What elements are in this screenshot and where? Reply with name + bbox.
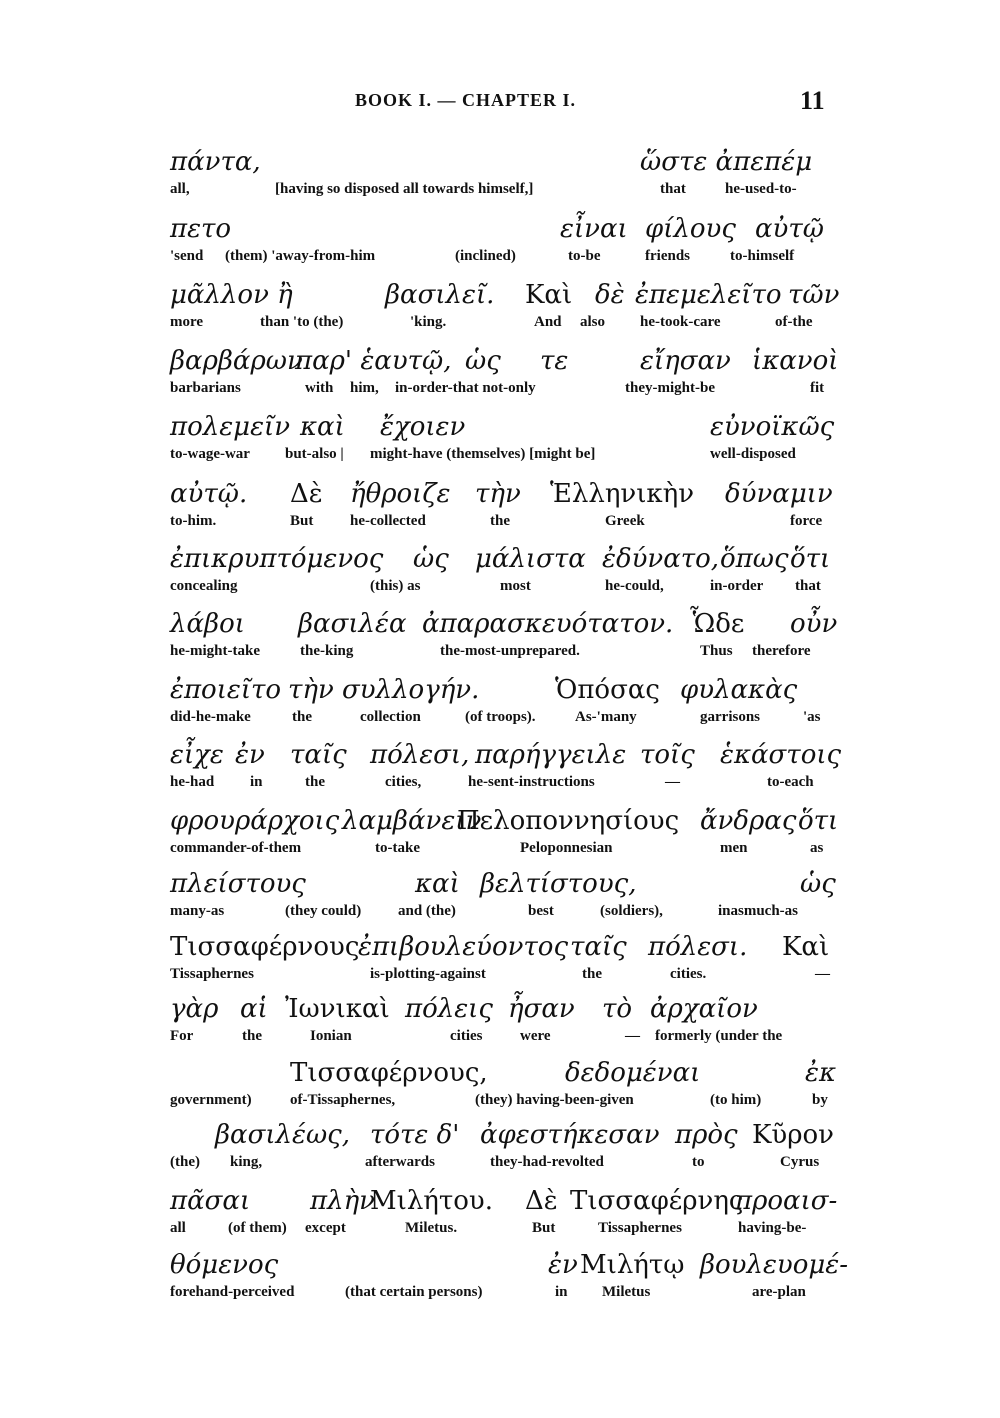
greek-word: Τισσαφέρνους, <box>290 1058 488 1088</box>
greek-text <box>170 740 842 770</box>
english-word: force <box>790 513 823 529</box>
greek-word: Ἰωνικαὶ <box>285 994 390 1024</box>
greek-word: εἶχε <box>170 740 224 770</box>
english-translation <box>170 1153 835 1183</box>
greek-word: πόλεσι. <box>648 932 748 962</box>
english-translation <box>170 1091 835 1121</box>
english-word: And <box>534 314 562 330</box>
greek-word: Κῦρον <box>752 1120 834 1150</box>
interlinear-line-17 <box>170 1186 838 1246</box>
greek-word: πρὸς <box>675 1120 738 1150</box>
interlinear-line-12 <box>170 869 835 929</box>
greek-word: ἀπαρασκευότατον. <box>422 609 674 639</box>
english-word: he-might-take <box>170 643 260 659</box>
english-word: in <box>555 1284 568 1300</box>
greek-word: δύναμιν <box>725 479 833 509</box>
english-word: that <box>660 181 686 197</box>
english-word: (they) having-been-given <box>475 1092 634 1108</box>
greek-word: παρήγγειλε <box>475 740 627 770</box>
english-word: (that certain persons) <box>345 1284 483 1300</box>
english-word: him, <box>350 380 379 396</box>
english-word: he-used-to- <box>725 181 797 197</box>
english-word: Greek <box>605 513 645 529</box>
greek-text <box>170 412 835 442</box>
greek-word: καὶ <box>300 412 345 442</box>
english-word: most <box>500 578 531 594</box>
interlinear-line-7 <box>170 544 835 604</box>
greek-word: ἐπεμελεῖτο <box>635 280 782 310</box>
greek-word: ἐπιβουλεύοντος <box>358 932 569 962</box>
greek-word: αὐτῷ <box>755 214 824 244</box>
english-word: did-he-make <box>170 709 251 725</box>
english-word: the <box>292 709 312 725</box>
greek-word: Καὶ <box>525 280 573 310</box>
english-word: Thus <box>700 643 733 659</box>
english-word: formerly (under the <box>655 1028 783 1044</box>
greek-word: ἤθροιζε <box>350 479 451 509</box>
greek-word: θόμενος <box>170 1250 279 1280</box>
greek-word: ὡς <box>465 346 501 376</box>
english-word: as <box>810 840 824 856</box>
english-word: in-order <box>710 578 764 594</box>
english-word: (they could) <box>285 903 362 919</box>
greek-text <box>170 479 835 509</box>
english-word: — <box>665 774 680 790</box>
english-word: the <box>582 966 602 982</box>
interlinear-line-16 <box>170 1120 835 1180</box>
greek-word: καὶ <box>415 869 460 899</box>
english-word: Miletus <box>602 1284 651 1300</box>
english-word: in <box>250 774 263 790</box>
english-word: were <box>520 1028 551 1044</box>
english-word: they-might-be <box>625 380 715 396</box>
greek-text <box>170 214 835 244</box>
greek-word: μάλιστα <box>475 544 586 574</box>
english-word: he-collected <box>350 513 426 529</box>
english-word: he-had <box>170 774 215 790</box>
english-word: the <box>305 774 325 790</box>
greek-word: ἐποιεῖτο <box>170 675 282 705</box>
english-translation <box>170 512 835 542</box>
greek-word: ὅπως <box>720 544 789 574</box>
english-word: therefore <box>752 643 811 659</box>
english-word: men <box>720 840 748 856</box>
greek-text <box>170 1120 835 1150</box>
greek-word: μᾶλλον ἢ <box>170 280 293 310</box>
greek-word: δεδομέναι <box>565 1058 701 1088</box>
greek-word: ἐδύνατο, <box>602 544 720 574</box>
greek-word: ὅτι <box>790 544 831 574</box>
english-word: that <box>795 578 821 594</box>
greek-word: Τισσαφέρνης <box>570 1186 744 1216</box>
greek-word: πλείστους <box>170 869 306 899</box>
english-word: to <box>692 1154 705 1170</box>
english-word: than 'to (the) <box>260 314 344 330</box>
english-word: 'as <box>803 709 821 725</box>
greek-word: πολεμεῖν <box>170 412 291 442</box>
greek-word: ἀρχαῖον <box>650 994 758 1024</box>
greek-word: ὅτι <box>798 806 839 836</box>
page-number: 11 <box>800 86 825 115</box>
greek-word: εὐνοϊκῶς <box>710 412 835 442</box>
english-word: Tissaphernes <box>598 1220 682 1236</box>
greek-word: τὸ <box>602 994 633 1024</box>
greek-word: αἱ <box>240 994 268 1024</box>
greek-text <box>170 994 835 1024</box>
english-word: — <box>625 1028 640 1044</box>
greek-text <box>170 280 840 310</box>
english-word: best <box>528 903 554 919</box>
english-word: to-himself <box>730 248 795 264</box>
greek-word: πλὴν <box>310 1186 375 1216</box>
english-word: friends <box>645 248 690 264</box>
greek-word: βελτίστους, <box>480 869 637 899</box>
greek-word: οὖν <box>790 609 838 639</box>
english-word: (the) <box>170 1154 200 1170</box>
english-word: (of them) <box>228 1220 287 1236</box>
greek-word: πόλεις <box>405 994 493 1024</box>
english-word: to-each <box>767 774 814 790</box>
greek-word: βασιλεῖ. <box>385 280 495 310</box>
english-word: Miletus. <box>405 1220 458 1236</box>
greek-word: Μιλήτῳ <box>580 1250 685 1280</box>
greek-word: τῶν <box>788 280 840 310</box>
greek-word: ἀφεστήκεσαν <box>480 1120 660 1150</box>
english-word: the-king <box>300 643 354 659</box>
english-translation <box>170 313 835 343</box>
english-word: (to him) <box>710 1092 762 1108</box>
greek-word: δὲ <box>595 280 625 310</box>
english-word: garrisons <box>700 709 760 725</box>
english-word: of-Tissaphernes, <box>290 1092 396 1108</box>
english-translation <box>170 839 835 869</box>
interlinear-line-9 <box>170 675 835 735</box>
greek-word: Ἑλληνικὴν <box>550 479 695 509</box>
english-word: to-him. <box>170 513 217 529</box>
english-word: inasmuch-as <box>718 903 799 919</box>
greek-text <box>170 932 835 962</box>
greek-word: Τισσαφέρνους <box>170 932 360 962</box>
english-word: — <box>815 966 830 982</box>
english-translation <box>170 902 835 932</box>
greek-word: τοῖς <box>640 740 695 770</box>
greek-word: φυλακὰς <box>680 675 798 705</box>
interlinear-line-13 <box>170 932 835 992</box>
english-word: concealing <box>170 578 238 594</box>
greek-word: βουλευομέ- <box>700 1250 849 1280</box>
greek-word: πάντα, <box>170 147 261 177</box>
greek-word: φρουράρχοις <box>170 806 340 836</box>
greek-word: Ὧδε <box>690 609 745 639</box>
greek-word: φίλους <box>645 214 736 244</box>
english-word: might-have (themselves) [might be] <box>370 446 596 462</box>
english-translation <box>170 773 835 803</box>
greek-word: εἴησαν <box>640 346 731 376</box>
greek-text <box>170 1250 849 1280</box>
greek-text <box>170 1186 838 1216</box>
english-translation <box>170 965 835 995</box>
english-word: fit <box>810 380 825 396</box>
english-word: but-also | <box>285 446 344 462</box>
english-word: all <box>170 1220 186 1236</box>
greek-text <box>170 806 839 836</box>
english-translation <box>170 708 835 738</box>
interlinear-line-1 <box>170 147 835 207</box>
greek-word: ἐπικρυπτόμενος <box>170 544 384 574</box>
english-word: government) <box>170 1092 252 1108</box>
greek-word: Πελοποννησίους <box>457 806 680 836</box>
english-translation <box>170 1027 835 1057</box>
english-word: and (the) <box>398 903 456 919</box>
greek-word: πόλεσι, <box>370 740 470 770</box>
english-word: collection <box>360 709 421 725</box>
english-word: (of troops). <box>465 709 536 725</box>
english-translation <box>170 577 835 607</box>
english-word: of-the <box>775 314 813 330</box>
english-word: all, <box>170 181 190 197</box>
greek-word: Μιλήτου. <box>370 1186 493 1216</box>
greek-word: ἐν <box>548 1250 578 1280</box>
english-word: king, <box>230 1154 263 1170</box>
english-word: also <box>580 314 606 330</box>
greek-word: προαισ- <box>735 1186 838 1216</box>
greek-word: Δὲ <box>525 1186 558 1216</box>
english-word: he-sent-instructions <box>468 774 595 790</box>
greek-word: ἐκ <box>805 1058 837 1088</box>
english-translation <box>170 180 835 210</box>
interlinear-line-14 <box>170 994 835 1054</box>
english-word: well-disposed <box>710 446 796 462</box>
greek-text <box>170 544 835 574</box>
greek-word: αὐτῷ. <box>170 479 248 509</box>
greek-word: τὴν συλλογήν. <box>288 675 480 705</box>
greek-word: ἔχοιεν <box>380 412 466 442</box>
english-word: Ionian <box>310 1028 352 1044</box>
interlinear-line-5 <box>170 412 835 472</box>
english-word: (inclined) <box>455 248 516 264</box>
english-translation <box>170 1219 835 1249</box>
english-word: 'king. <box>410 314 447 330</box>
greek-word: ἐν <box>235 740 265 770</box>
greek-word: ἱκανοὶ <box>752 346 839 376</box>
page-header <box>0 88 1000 118</box>
english-word: by <box>812 1092 828 1108</box>
greek-word: Δὲ <box>290 479 323 509</box>
interlinear-line-2 <box>170 214 835 274</box>
greek-word: Καὶ <box>782 932 830 962</box>
greek-word: βαρβάρων <box>170 346 303 376</box>
greek-word: πᾶσαι <box>170 1186 251 1216</box>
greek-word: γὰρ <box>170 994 219 1024</box>
greek-word: ὡς <box>800 869 836 899</box>
greek-word: ὡς <box>413 544 449 574</box>
english-word: But <box>290 513 314 529</box>
running-head: BOOK I. — CHAPTER I. <box>355 90 577 110</box>
english-word: commander-of-them <box>170 840 302 856</box>
greek-word: ταῖς <box>570 932 627 962</box>
greek-text <box>170 609 838 639</box>
greek-word: εἶναι <box>560 214 628 244</box>
english-word: to-be <box>568 248 601 264</box>
english-translation <box>170 379 835 409</box>
english-word: many-as <box>170 903 225 919</box>
english-word: [having so disposed all towards himself,] <box>275 181 534 197</box>
english-word: more <box>170 314 204 330</box>
greek-text <box>170 869 835 899</box>
english-word: For <box>170 1028 194 1044</box>
english-word: cities, <box>385 774 422 790</box>
greek-word: βασιλέα <box>298 609 407 639</box>
english-word: barbarians <box>170 380 241 396</box>
english-word: cities <box>450 1028 483 1044</box>
english-word: except <box>305 1220 346 1236</box>
greek-word: λαμβάνειν <box>342 806 482 836</box>
greek-word: ταῖς <box>290 740 347 770</box>
english-word: afterwards <box>365 1154 435 1170</box>
greek-word: ὥστε ἀπεπέμ <box>640 147 813 177</box>
english-word: 'send <box>170 248 204 264</box>
interlinear-line-11 <box>170 806 839 866</box>
interlinear-line-15 <box>170 1058 835 1118</box>
greek-word: Ὁπόσας <box>555 675 660 705</box>
english-word: in-order-that not-only <box>395 380 536 396</box>
greek-word: λάβοι <box>170 609 245 639</box>
english-word: the <box>490 513 510 529</box>
english-word: (soldiers), <box>600 903 663 919</box>
greek-text <box>170 346 839 376</box>
interlinear-line-4 <box>170 346 839 406</box>
english-word: Peloponnesian <box>520 840 613 856</box>
greek-word: βασιλέως, <box>215 1120 350 1150</box>
english-word: he-could, <box>605 578 664 594</box>
greek-word: τε <box>540 346 569 376</box>
interlinear-line-6 <box>170 479 835 539</box>
english-word: forehand-perceived <box>170 1284 295 1300</box>
english-word: having-be- <box>738 1220 807 1236</box>
greek-word: ἑκάστοις <box>720 740 842 770</box>
interlinear-line-3 <box>170 280 840 340</box>
interlinear-line-8 <box>170 609 838 669</box>
interlinear-line-10 <box>170 740 842 800</box>
english-word: to-wage-war <box>170 446 250 462</box>
greek-word: παρ' ἑαυτῷ, <box>295 346 452 376</box>
english-word: they-had-revolted <box>490 1154 604 1170</box>
greek-word: πετο <box>170 214 232 244</box>
english-word: with <box>305 380 334 396</box>
english-word: is-plotting-against <box>370 966 486 982</box>
english-word: to-take <box>375 840 420 856</box>
english-translation <box>170 642 835 672</box>
greek-word: τότε δ' <box>370 1120 460 1150</box>
english-word: (this) as <box>370 578 421 594</box>
english-word: Tissaphernes <box>170 966 254 982</box>
english-word: the <box>242 1028 262 1044</box>
english-word: But <box>532 1220 556 1236</box>
english-translation <box>170 445 835 475</box>
greek-text <box>170 147 835 177</box>
english-word: As-'many <box>575 709 637 725</box>
english-translation <box>170 247 835 277</box>
english-word: cities. <box>670 966 707 982</box>
english-word: are-plan <box>752 1284 806 1300</box>
interlinear-line-18 <box>170 1250 849 1310</box>
english-translation <box>170 1283 835 1313</box>
greek-word: τὴν <box>475 479 521 509</box>
english-word: he-took-care <box>640 314 721 330</box>
greek-word: ἦσαν <box>508 994 575 1024</box>
english-word: Cyrus <box>780 1154 820 1170</box>
greek-text <box>170 1058 835 1088</box>
english-word: the-most-unprepared. <box>440 643 580 659</box>
greek-word: ἄνδρας <box>700 806 797 836</box>
greek-text <box>170 675 835 705</box>
english-word: (them) 'away-from-him <box>225 248 376 264</box>
